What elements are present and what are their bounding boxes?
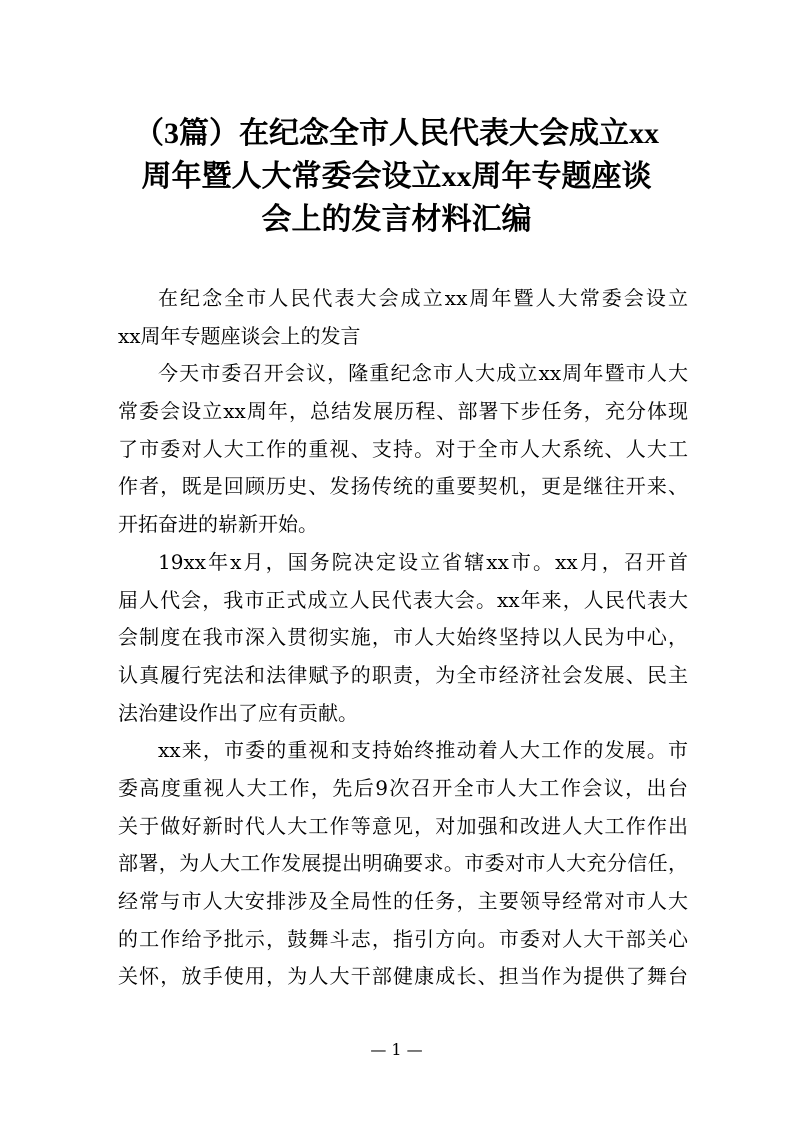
page-number: — 1 — (370, 1040, 423, 1059)
text-line: 了市委对人大工作的重视、支持。对于全市人大系统、人大工 (118, 436, 688, 461)
text-line: 会制度在我市深入贯彻实施，市人大始终坚持以人民为中心， (118, 625, 688, 650)
paragraph (118, 732, 688, 996)
paragraph (118, 544, 688, 732)
paragraph (118, 280, 688, 355)
text-line: 的工作给予批示，鼓舞斗志，指引方向。市委对人大干部关心 (118, 926, 688, 951)
text-line: 开拓奋进的崭新开始。 (118, 512, 318, 537)
document-title (100, 112, 693, 241)
text-line: 委高度重视人大工作，先后9次召开全市人大工作会议，出台 (118, 775, 688, 800)
text-line: 关怀，放手使用，为人大干部健康成长、担当作为提供了舞台 (118, 964, 688, 989)
text-line: 届人代会，我市正式成立人民代表大会。xx年来，人民代表大 (118, 587, 688, 612)
text-line: 在纪念全市人民代表大会成立xx周年暨人大常委会设立 (158, 286, 688, 310)
title-line: 会上的发言材料汇编 (261, 203, 532, 236)
document-body (118, 280, 688, 996)
text-line: 关于做好新时代人大工作等意见，对加强和改进人大工作作出 (118, 813, 688, 838)
text-line: xx来，市委的重视和支持始终推动着人大工作的发展。市 (158, 738, 688, 763)
text-line: 今天市委召开会议，隆重纪念市人大成立xx周年暨市人大 (158, 361, 688, 386)
text-line: 常委会设立xx周年，总结发展历程、部署下步任务，充分体现 (118, 399, 688, 424)
text-line: 19xx年x月，国务院决定设立省辖xx市。xx月，召开首 (158, 549, 688, 574)
title-line: （3篇）在纪念全市人民代表大会成立xx (134, 117, 659, 150)
text-line: xx周年专题座谈会上的发言 (118, 323, 361, 348)
paragraph (118, 355, 688, 543)
text-line: 经常与市人大安排涉及全局性的任务，主要领导经常对市人大 (118, 889, 688, 913)
text-line: 部署，为人大工作发展提出明确要求。市委对市人大充分信任， (118, 851, 688, 876)
text-line: 认真履行宪法和法律赋予的职责，为全市经济社会发展、民主 (118, 662, 688, 687)
text-line: 法治建设作出了应有贡献。 (118, 700, 358, 725)
text-line: 作者，既是回顾历史、发扬传统的重要契机，更是继往开来、 (118, 474, 688, 499)
title-line: 周年暨人大常委会设立xx周年专题座谈 (141, 160, 652, 193)
